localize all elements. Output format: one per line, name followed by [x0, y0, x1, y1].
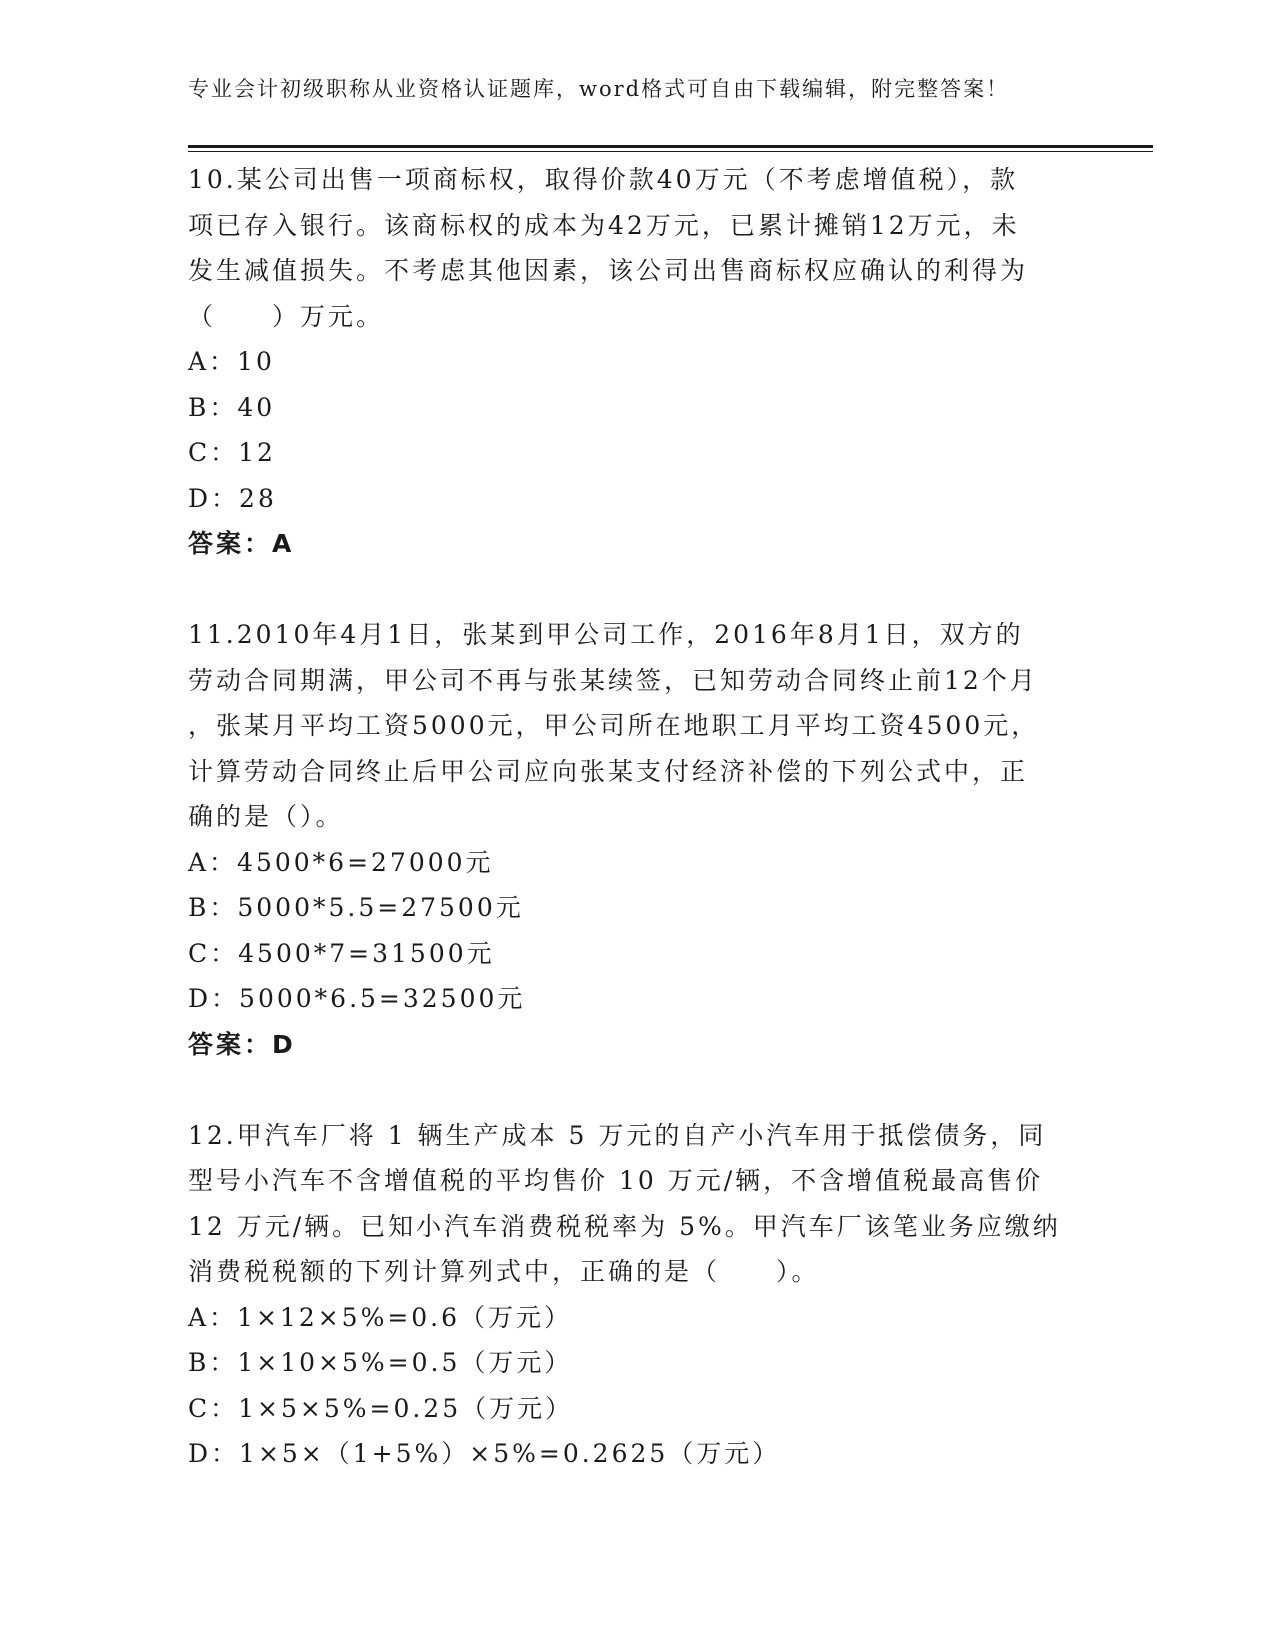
question-stem-line: 型号小汽车不含增值税的平均售价 10 万元/辆，不含增值税最高售价 — [188, 1166, 1044, 1195]
question-stem-line: 11.2010年4月1日，张某到甲公司工作，2016年8月1日，双方的 — [188, 620, 1024, 649]
question-stem-line: 项已存入银行。该商标权的成本为42万元，已累计摊销12万元，未 — [188, 210, 1020, 240]
question-stem-line: ，张某月平均工资5000元，甲公司所在地职工月平均工资4500元， — [188, 711, 1040, 740]
question-stem-line: 10.某公司出售一项商标权，取得价款40万元（不考虑增值税），款 — [188, 165, 1019, 194]
option-a: A：4500*6=27000元 — [188, 847, 494, 877]
question-11 — [188, 612, 1068, 1067]
question-stem-line: 12.甲汽车厂将 1 辆生产成本 5 万元的自产小汽车用于抵偿债务，同 — [188, 1120, 1047, 1150]
option-d: D：1×5×（1+5%）×5%=0.2625（万元） — [188, 1439, 781, 1468]
answer-line: 答案：A — [188, 529, 295, 558]
option-a: A：1×12×5%=0.6（万元） — [188, 1302, 573, 1332]
option-c: C：12 — [188, 438, 276, 467]
question-stem-line: 12 万元/辆。已知小汽车消费税税率为 5%。甲汽车厂该笔业务应缴纳 — [188, 1211, 1061, 1241]
question-stem-line: 劳动合同期满，甲公司不再与张某续签，已知劳动合同终止前12个月 — [188, 665, 1038, 695]
option-c: C：1×5×5%=0.25（万元） — [188, 1393, 574, 1423]
page-header: 专业会计初级职称从业资格认证题库，word格式可自由下载编辑，附完整答案！ — [188, 77, 1010, 101]
option-d: D：28 — [188, 483, 277, 513]
question-spacer — [188, 1067, 1068, 1113]
question-10 — [188, 157, 1068, 567]
answer-line: 答案：D — [188, 1029, 296, 1059]
header-rule-thick — [188, 145, 1153, 148]
option-b: B：40 — [188, 392, 276, 422]
question-stem-line: 消费税税额的下列计算列式中，正确的是（ ）。 — [188, 1257, 820, 1286]
question-12 — [188, 1113, 1068, 1477]
option-c: C：4500*7=31500元 — [188, 938, 495, 968]
document-body — [188, 157, 1068, 1477]
option-d: D：5000*6.5=32500元 — [188, 984, 526, 1013]
question-stem-line: 发生减值损失。不考虑其他因素，该公司出售商标权应确认的利得为 — [188, 256, 1029, 285]
header-rule-thin — [188, 151, 1153, 152]
question-stem-line: 确的是（）。 — [188, 802, 344, 831]
option-b: B：1×10×5%=0.5（万元） — [188, 1348, 573, 1377]
option-a: A：10 — [188, 347, 275, 376]
question-stem-line: （ ）万元。 — [188, 301, 385, 331]
option-b: B：5000*5.5=27500元 — [188, 893, 524, 922]
question-spacer — [188, 567, 1068, 613]
question-stem-line: 计算劳动合同终止后甲公司应向张某支付经济补偿的下列公式中，正 — [188, 756, 1029, 786]
